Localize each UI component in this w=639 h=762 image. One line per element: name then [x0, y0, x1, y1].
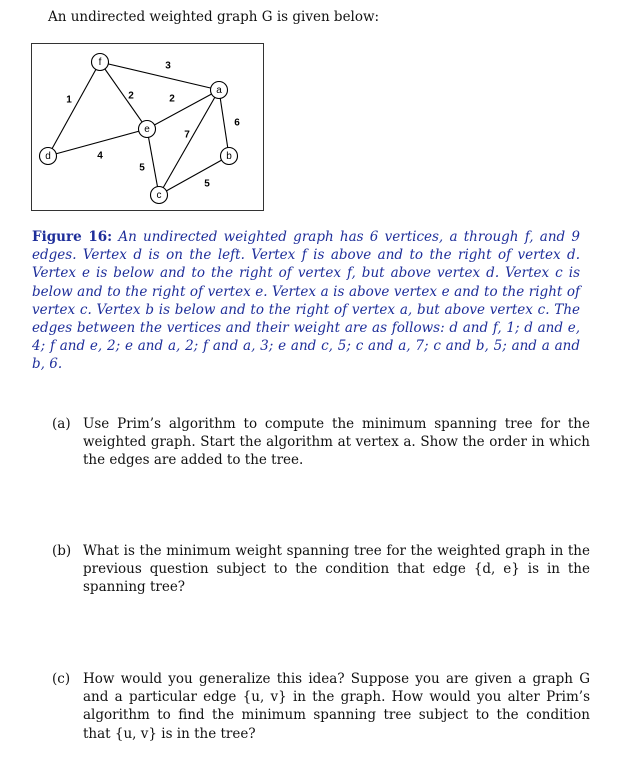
question-a-label: (a) — [52, 416, 71, 432]
vertex-f — [92, 54, 109, 71]
edge-weight-f-e: 2 — [128, 90, 134, 102]
edge-weight-d-e: 4 — [97, 150, 103, 162]
edge-c-b — [159, 156, 229, 195]
question-c-label: (c) — [52, 671, 71, 687]
question-c — [52, 670, 590, 743]
edge-f-a — [100, 62, 219, 90]
vertex-e — [139, 121, 156, 138]
edge-f-e — [100, 62, 147, 129]
edge-weight-c-a: 7 — [184, 129, 190, 141]
question-c-text: How would you generalize this idea? Suppose you are given a graph G and a particular edge {u, v} in the graph. How would you alter Prim’s algorithm to find the minimum spanning tree subject to the condition that {u, v} is in the tree? — [83, 671, 590, 742]
edge-a-b — [219, 90, 229, 156]
figure-caption — [32, 228, 580, 374]
vertex-label-a: a — [216, 85, 222, 97]
question-a — [52, 415, 590, 470]
caption-text: An undirected weighted graph has 6 vertices, a through f, and 9 edges. Vertex d is on the left. Vertex f is above and to the right of vertex d. Vertex e is below and to the right of vertex f, but above vertex d. Vertex c is below and to the right of vertex e. Vertex a is above vertex e and to the right of vertex c. Vertex b is below and to the right of vertex a, but above vertex c. The edges between the vertices and their weight are as follows: d and f, 1; d and e, 4; f and e, 2; e and a, 2; f and a, 3; e and c, 5; c and a, 7; c and b, 5; and a and b, 6. — [32, 229, 580, 373]
vertex-label-c: c — [156, 190, 162, 202]
question-b-text: What is the minimum weight spanning tree for the weighted graph in the previous question subject to the condition that edge {d, e} is in the spanning tree? — [83, 543, 590, 596]
edge-e-c — [147, 129, 159, 195]
question-a-text: Use Prim’s algorithm to compute the minimum spanning tree for the weighted graph. Start the algorithm at vertex a. Show the order in which the edges are added to the tree. — [83, 416, 590, 469]
vertex-label-e: e — [144, 124, 150, 136]
graph-diagram — [32, 44, 263, 210]
vertex-label-b: b — [226, 151, 232, 163]
caption-label: Figure 16: — [32, 229, 113, 245]
vertex-a — [211, 82, 228, 99]
edge-weight-e-a: 2 — [169, 93, 175, 105]
edge-weight-d-f: 1 — [66, 94, 72, 106]
vertex-b — [221, 148, 238, 165]
graph-figure — [31, 43, 264, 211]
intro-text: An undirected weighted graph G is given below: — [48, 9, 380, 25]
vertex-d — [40, 148, 57, 165]
question-b-label: (b) — [52, 543, 72, 559]
edge-weight-f-a: 3 — [165, 60, 171, 72]
edge-weight-e-c: 5 — [139, 162, 145, 174]
edge-weight-c-b: 5 — [204, 178, 210, 190]
vertex-label-d: d — [45, 151, 51, 163]
vertex-c — [151, 187, 168, 204]
edge-weight-a-b: 6 — [234, 117, 240, 129]
edge-d-f — [48, 62, 100, 156]
vertex-label-f: f — [98, 57, 102, 69]
question-b — [52, 542, 590, 597]
